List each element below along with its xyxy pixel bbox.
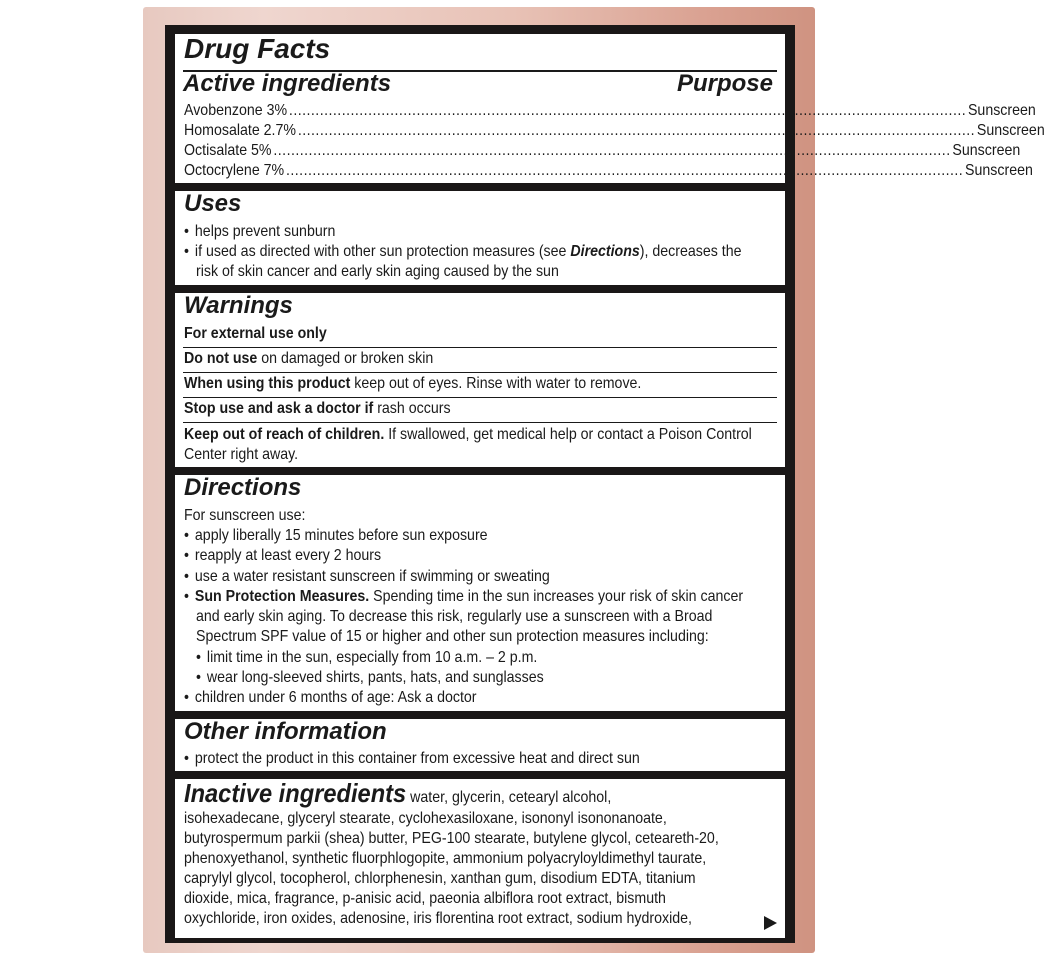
warnings-divider	[183, 347, 777, 348]
active-ingredient-row	[184, 161, 1033, 181]
warnings-divider	[183, 422, 777, 423]
drug-facts-title: Drug Facts	[184, 33, 331, 64]
inactive-ingredients-panel	[175, 779, 785, 938]
ingredient-name: Octocrylene 7%	[184, 162, 285, 179]
directions-subitem: • wear long-sleeved shirts, pants, hats, and sunglasses	[196, 668, 544, 688]
directions-item: • use a water resistant sunscreen if swimming or sweating	[184, 567, 550, 587]
inactive-line: dioxide, mica, fragrance, p-anisic acid, paeonia albiflora root extract, bismuth	[184, 890, 666, 907]
do-not-use: Do not use on damaged or broken skin	[184, 350, 434, 367]
directions-item: • reapply at least every 2 hours	[184, 546, 381, 566]
keep-out-of-reach: Keep out of reach of children. If swallowed, get medical help or contact a Poison Control	[184, 426, 752, 443]
bullet-icon: •	[184, 527, 189, 544]
continue-arrow-icon	[764, 916, 777, 930]
ingredient-name: Avobenzone 3%	[184, 102, 288, 119]
uses-item-1: • helps prevent sunburn	[184, 222, 335, 242]
inactive-line: phenoxyethanol, synthetic fluorphlogopite, ammonium polyacryloyldimethyl taurate,	[184, 850, 707, 867]
active-ingredient-row	[184, 121, 1045, 141]
active-ingredients-heading: Active ingredients	[183, 70, 392, 97]
directions-intro: For sunscreen use:	[184, 507, 306, 524]
directions-item: • Sun Protection Measures. Spending time in the sun increases your risk of skin cancer	[184, 587, 743, 607]
inactive-line: caprylyl glycol, tocopherol, chlorphenesin, xanthan gum, disodium EDTA, titanium	[184, 870, 696, 887]
directions-subitem: • limit time in the sun, especially from 10 a.m. – 2 p.m.	[196, 648, 537, 668]
directions-panel	[175, 475, 785, 711]
warnings-divider	[183, 372, 777, 373]
external-use-only: For external use only	[184, 325, 327, 342]
directions-item-line2: and early skin aging. To decrease this risk, regularly use a sunscreen with a Broad	[196, 608, 713, 625]
stop-use: Stop use and ask a doctor if rash occurs	[184, 400, 451, 417]
uses-item-2: • if used as directed with other sun protection measures (see Directions), decreases the	[184, 242, 742, 262]
other-information-item: • protect the product in this container from excessive heat and direct sun	[184, 749, 640, 769]
ingredient-purpose: Sunscreen	[976, 122, 1045, 139]
other-information-panel	[175, 719, 785, 771]
leader-dots: ..........................................................................................................................................................	[288, 102, 967, 119]
inactive-line: butyrospermum parkii (shea) butter, PEG-100 stearate, butylene glycol, ceteareth-20,	[184, 830, 719, 847]
warnings-heading: Warnings	[184, 292, 293, 319]
ingredient-purpose: Sunscreen	[967, 102, 1036, 119]
bullet-icon: •	[184, 750, 189, 767]
uses-item-2-line2: risk of skin cancer and early skin aging caused by the sun	[196, 263, 559, 280]
leader-dots: ..........................................................................................................................................................	[285, 162, 964, 179]
inactive-line: oxychloride, iron oxides, adenosine, iris florentina root extract, sodium hydroxide,	[184, 910, 692, 927]
active-ingredients-panel	[175, 33, 1045, 183]
ingredient-name: Homosalate 2.7%	[184, 122, 297, 139]
uses-panel	[175, 191, 785, 285]
inactive-line: isohexadecane, glyceryl stearate, cyclohexasiloxane, isononyl isononanoate,	[184, 810, 667, 827]
active-ingredient-row	[184, 141, 1021, 161]
purpose-heading: Purpose	[676, 70, 773, 97]
bullet-icon: •	[196, 669, 201, 686]
bullet-icon: •	[184, 243, 189, 260]
bullet-icon: •	[184, 568, 189, 585]
directions-item: • children under 6 months of age: Ask a doctor	[184, 688, 477, 708]
bullet-icon: •	[184, 689, 189, 706]
bullet-icon: •	[184, 588, 189, 605]
directions-item-line3: Spectrum SPF value of 15 or higher and other sun protection measures including:	[196, 628, 709, 645]
bullet-icon: •	[184, 547, 189, 564]
ingredient-purpose: Sunscreen	[952, 142, 1021, 159]
bullet-icon: •	[184, 223, 189, 240]
warnings-divider	[183, 397, 777, 398]
uses-heading: Uses	[184, 190, 242, 217]
active-ingredient-row	[184, 101, 1036, 121]
keep-out-of-reach-line2: Center right away.	[184, 446, 299, 463]
other-information-heading: Other information	[184, 718, 387, 745]
leader-dots: ..........................................................................................................................................................	[273, 142, 951, 159]
directions-heading: Directions	[184, 474, 302, 501]
inactive-line-1: Inactive ingredients water, glycerin, cetearyl alcohol,	[184, 778, 612, 808]
when-using: When using this product keep out of eyes. Rinse with water to remove.	[184, 375, 642, 392]
warnings-panel	[175, 293, 785, 467]
ingredient-name: Octisalate 5%	[184, 142, 272, 159]
bullet-icon: •	[196, 649, 201, 666]
leader-dots: ..........................................................................................................................................................	[297, 122, 976, 139]
directions-item: • apply liberally 15 minutes before sun exposure	[184, 526, 488, 546]
ingredient-purpose: Sunscreen	[965, 162, 1033, 179]
inactive-ingredients-heading: Inactive ingredients	[184, 778, 407, 808]
